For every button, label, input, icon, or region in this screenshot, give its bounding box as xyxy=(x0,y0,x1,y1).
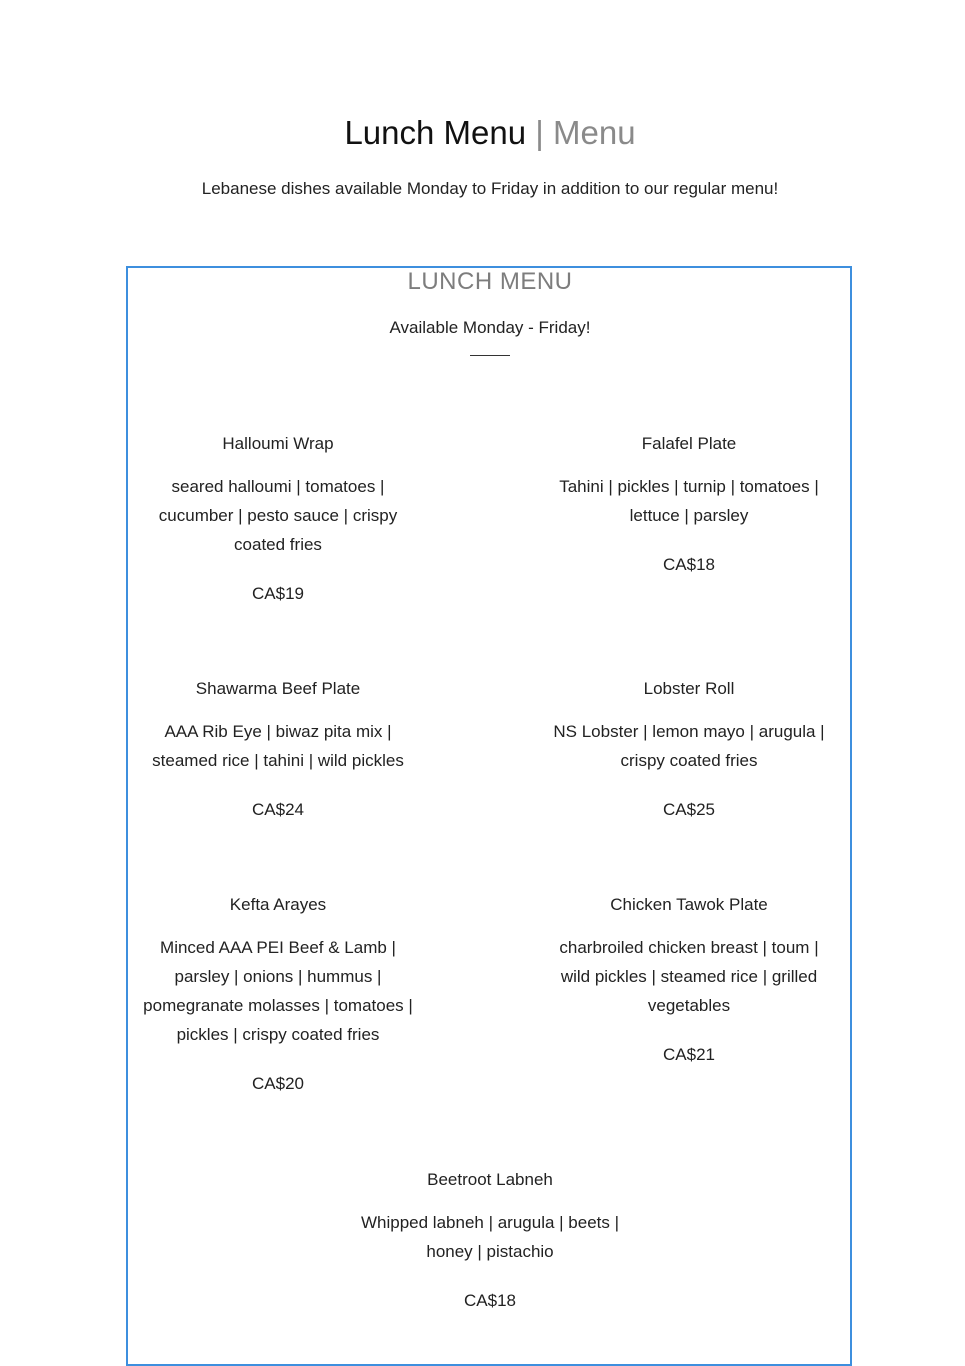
menu-item-description-line: vegetables xyxy=(647,996,731,1015)
menu-item-price: CA$25 xyxy=(663,800,715,819)
menu-item-description xyxy=(340,1208,640,1266)
menu-item-chicken-tawok-plate xyxy=(539,893,839,1067)
menu-item-kefta-arayes xyxy=(128,893,428,1096)
menu-item-description-line: pickles | crispy coated fries xyxy=(176,1025,380,1044)
menu-item-falafel-plate xyxy=(539,432,839,577)
menu-item-description-line: seared halloumi | tomatoes | xyxy=(171,477,385,496)
menu-item-description-line: AAA Rib Eye | biwaz pita mix | xyxy=(164,722,392,741)
page-title-separator: | xyxy=(526,114,553,151)
page-title-secondary: Menu xyxy=(553,114,636,151)
menu-item-name: Kefta Arayes xyxy=(229,895,327,914)
menu-item-price: CA$19 xyxy=(252,584,304,603)
menu-item-description-line: Minced AAA PEI Beef & Lamb | xyxy=(160,938,396,957)
menu-item-price: CA$18 xyxy=(464,1291,516,1310)
menu-item-description-line: Whipped labneh | arugula | beets | xyxy=(360,1213,620,1232)
menu-item-description-line: charbroiled chicken breast | toum | xyxy=(559,938,819,957)
menu-item-price: CA$24 xyxy=(252,800,304,819)
menu-item-description-line: pomegranate molasses | tomatoes | xyxy=(143,996,413,1015)
menu-item-name: Halloumi Wrap xyxy=(222,434,334,453)
section-subtitle: Available Monday - Friday! xyxy=(389,318,591,337)
menu-item-name: Shawarma Beef Plate xyxy=(195,679,361,698)
menu-item-description-line: lettuce | parsley xyxy=(629,506,749,525)
menu-item-description xyxy=(539,717,839,775)
menu-item-description xyxy=(539,472,839,530)
menu-item-description xyxy=(128,472,428,559)
menu-item-price: CA$18 xyxy=(663,555,715,574)
menu-item-halloumi-wrap xyxy=(128,432,428,606)
menu-item-lobster-roll xyxy=(539,677,839,822)
menu-item-description xyxy=(539,933,839,1020)
menu-item-shawarma-beef-plate xyxy=(128,677,428,822)
menu-item-description-line: crispy coated fries xyxy=(620,751,758,770)
page-title xyxy=(0,112,965,154)
menu-item-description-line: Tahini | pickles | turnip | tomatoes | xyxy=(559,477,819,496)
menu-item-description-line: steamed rice | tahini | wild pickles xyxy=(152,751,404,770)
page-subtitle: Lebanese dishes available Monday to Friday in addition to our regular menu! xyxy=(201,179,779,198)
page-title-main: Lunch Menu xyxy=(344,114,527,151)
menu-item-description-line: NS Lobster | lemon mayo | arugula | xyxy=(553,722,825,741)
menu-item-description xyxy=(128,933,428,1049)
section-title: LUNCH MENU xyxy=(407,268,573,295)
menu-item-description-line: wild pickles | steamed rice | grilled xyxy=(560,967,818,986)
menu-item-name: Lobster Roll xyxy=(643,679,735,698)
menu-item-name: Falafel Plate xyxy=(641,434,737,453)
menu-item-description-line: parsley | onions | hummus | xyxy=(174,967,382,986)
menu-item-name: Chicken Tawok Plate xyxy=(610,895,768,914)
menu-item-description xyxy=(128,717,428,775)
menu-item-name: Beetroot Labneh xyxy=(427,1170,553,1189)
section-divider xyxy=(470,355,510,356)
menu-item-description-line: honey | pistachio xyxy=(426,1242,554,1261)
menu-item-description-line: coated fries xyxy=(234,535,322,554)
menu-item-price: CA$21 xyxy=(663,1045,715,1064)
menu-item-price: CA$20 xyxy=(252,1074,304,1093)
menu-item-beetroot-labneh xyxy=(340,1168,640,1313)
menu-item-description-line: cucumber | pesto sauce | crispy xyxy=(158,506,398,525)
